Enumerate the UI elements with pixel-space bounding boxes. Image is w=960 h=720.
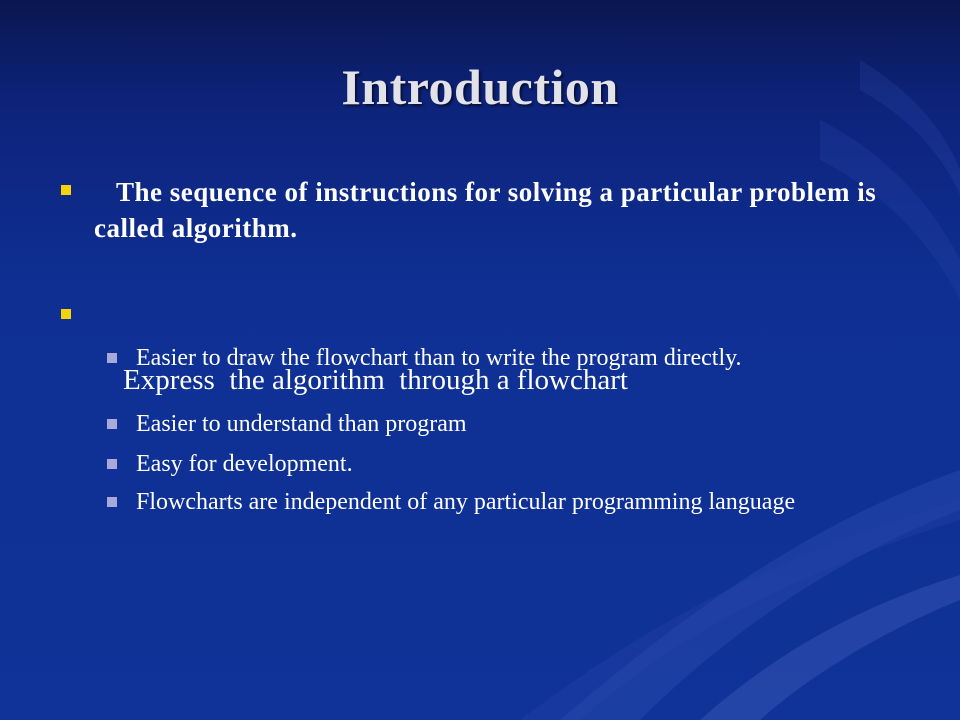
sub-bullet-text: Flowcharts are independent of any particular programming language (136, 489, 796, 515)
bullet-text: The sequence of instructions for solving a particular problem is called algorithm. (94, 177, 877, 243)
sub-bullet-item (136, 489, 896, 515)
sub-bullet-item (136, 451, 896, 477)
lavender-square-bullet-icon (107, 353, 117, 363)
sub-bullet-text: Easy for development. (136, 451, 353, 477)
yellow-square-bullet-icon (61, 309, 71, 319)
sub-bullet-text: Easier to understand than program (136, 411, 467, 437)
bullet-text: Express the algorithm through a flowchart (123, 364, 628, 396)
sub-bullet-item (136, 345, 896, 371)
lavender-square-bullet-icon (107, 459, 117, 469)
lavender-square-bullet-icon (107, 419, 117, 429)
slide-title: Introduction (341, 59, 619, 115)
sub-bullet-text: Easier to draw the flowchart than to write the program directly. (136, 345, 742, 371)
yellow-square-bullet-icon (61, 185, 71, 195)
sub-bullet-item (136, 411, 896, 437)
lavender-square-bullet-icon (107, 497, 117, 507)
bullet-item-definition (94, 174, 914, 246)
